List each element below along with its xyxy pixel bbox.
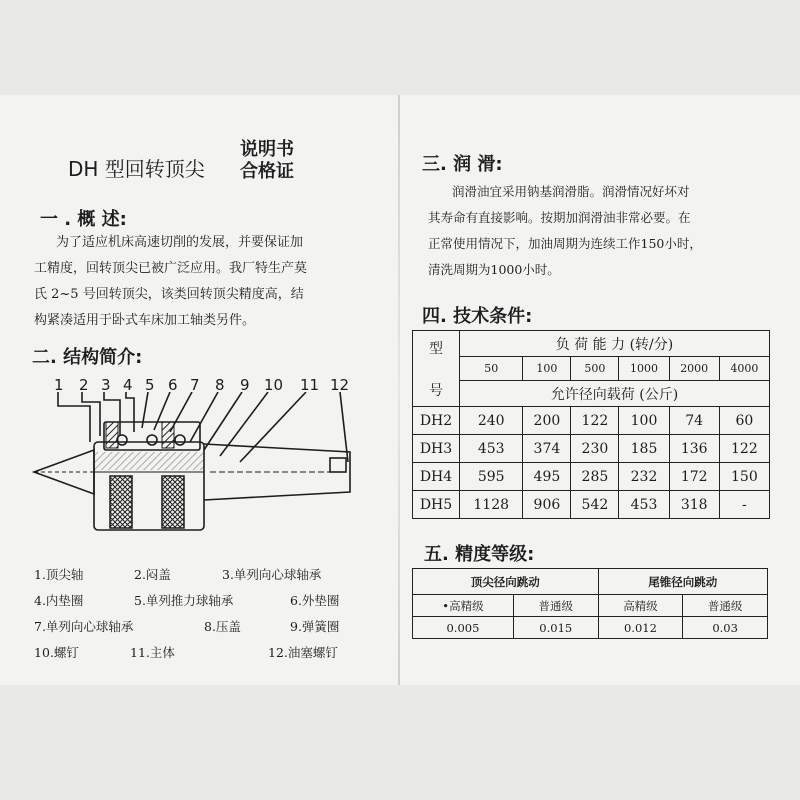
part-label: 2.闷盖 — [134, 567, 171, 582]
part-number: 7 — [190, 376, 200, 394]
value-cell: 495 — [523, 463, 571, 491]
value-cell: 230 — [571, 435, 619, 463]
type-label-bottom: 号 — [429, 382, 443, 399]
part-number: 1 — [54, 376, 64, 394]
grade-cell: 普通级 — [513, 595, 598, 617]
section-structure-heading: 二. 结构简介: — [32, 347, 143, 368]
value-cell: 150 — [719, 463, 769, 491]
section-specs-heading: 四. 技术条件: — [422, 306, 533, 327]
value-cell: 453 — [460, 435, 523, 463]
precision-table — [412, 568, 768, 639]
lubrication-line: 清洗周期为1000小时。 — [428, 262, 560, 277]
part-label: 7.单列向心球轴承 — [34, 619, 134, 634]
page-fold — [398, 95, 400, 685]
value-cell: 136 — [669, 435, 719, 463]
part-number: 4 — [123, 376, 133, 394]
document-title: DH 型回转顶尖 — [68, 157, 205, 181]
section-lubrication-heading: 三. 润 滑: — [422, 154, 503, 175]
value-cell: 906 — [523, 491, 571, 519]
taper-runout-header: 尾锥径向跳动 — [598, 569, 767, 595]
lubrication-line: 其寿命有直接影响。按期加润滑油非常必要。在 — [428, 210, 691, 225]
live-center-drawing — [30, 392, 370, 552]
model-cell: DH3 — [413, 435, 460, 463]
type-label-top: 型 — [429, 340, 443, 357]
section-precision-heading: 五. 精度等级: — [424, 544, 535, 565]
value-cell: 453 — [619, 491, 669, 519]
value-cell: 60 — [719, 407, 769, 435]
section-overview-heading: 一 . 概 述: — [40, 209, 127, 230]
model-cell: DH5 — [413, 491, 460, 519]
overview-line: 为了适应机床高速切削的发展，并要保证加 — [56, 235, 304, 250]
part-label: 3.单列向心球轴承 — [222, 567, 322, 582]
grade-cell: 高精级 — [598, 595, 683, 617]
value-cell: - — [719, 491, 769, 519]
value-cell: 232 — [619, 463, 669, 491]
part-label: 4.内垫圈 — [34, 593, 84, 608]
part-number: 10 — [264, 376, 284, 394]
part-label: 1.顶尖轴 — [34, 567, 84, 582]
part-number: 2 — [79, 376, 89, 394]
value-cell: 1128 — [460, 491, 523, 519]
value-cell: 122 — [571, 407, 619, 435]
part-label: 8.压盖 — [204, 619, 241, 634]
overview-line: 氏 2~5 号回转顶尖，该类回转顶尖精度高，结 — [34, 287, 304, 302]
part-label: 6.外垫圈 — [290, 593, 340, 608]
value-cell: 74 — [669, 407, 719, 435]
title-certificate: 合格证 — [240, 161, 294, 182]
value-cell: 185 — [619, 435, 669, 463]
speed-cell: 1000 — [619, 357, 669, 381]
table-row — [413, 407, 770, 435]
grade-cell: 普通级 — [683, 595, 768, 617]
title-manual: 说明书 — [240, 139, 294, 160]
tolerance-cell: 0.015 — [513, 617, 598, 639]
value-cell: 285 — [571, 463, 619, 491]
part-number: 11 — [300, 376, 320, 394]
value-cell: 542 — [571, 491, 619, 519]
part-number: 5 — [145, 376, 155, 394]
tolerance-cell: 0.005 — [413, 617, 514, 639]
speed-cell: 2000 — [669, 357, 719, 381]
tolerance-cell: 0.03 — [683, 617, 768, 639]
model-cell: DH2 — [413, 407, 460, 435]
overview-line: 构紧凑适用于卧式车床加工轴类另件。 — [34, 313, 256, 328]
lubrication-line: 润滑油宜采用钠基润滑脂。润滑情况好坏对 — [452, 184, 690, 199]
specs-table — [412, 330, 770, 519]
value-cell: 100 — [619, 407, 669, 435]
value-cell: 172 — [669, 463, 719, 491]
part-number: 8 — [215, 376, 225, 394]
value-cell: 374 — [523, 435, 571, 463]
part-label: 10.螺钉 — [34, 645, 79, 660]
part-label: 11.主体 — [130, 645, 175, 660]
overview-line: 工精度，回转顶尖已被广泛应用。我厂特生产莫 — [34, 261, 308, 276]
part-number: 6 — [168, 376, 178, 394]
tolerance-cell: 0.012 — [598, 617, 683, 639]
speed-cell: 100 — [523, 357, 571, 381]
model-cell: DH4 — [413, 463, 460, 491]
value-cell: 318 — [669, 491, 719, 519]
part-label: 12.油塞螺钉 — [268, 645, 338, 660]
value-cell: 200 — [523, 407, 571, 435]
type-header-cell — [413, 331, 460, 407]
value-cell: 595 — [460, 463, 523, 491]
table-row — [413, 435, 770, 463]
table-row — [413, 463, 770, 491]
tip-runout-header: 顶尖径向跳动 — [413, 569, 599, 595]
speed-cell: 50 — [460, 357, 523, 381]
radial-load-header: 允许径向载荷 (公斤) — [460, 381, 770, 407]
value-cell: 240 — [460, 407, 523, 435]
value-cell: 122 — [719, 435, 769, 463]
part-label: 5.单列推力球轴承 — [134, 593, 234, 608]
part-number: 9 — [240, 376, 250, 394]
table-row — [413, 617, 768, 639]
part-number: 12 — [330, 376, 350, 394]
table-row — [413, 491, 770, 519]
load-capacity-header: 负 荷 能 力 (转/分) — [460, 331, 770, 357]
speed-cell: 4000 — [719, 357, 769, 381]
part-number: 3 — [101, 376, 111, 394]
lubrication-line: 正常使用情况下，加油周期为连续工作150小时， — [428, 236, 702, 251]
speed-cell: 500 — [571, 357, 619, 381]
part-label: 9.弹簧圈 — [290, 619, 340, 634]
grade-cell: •高精级 — [413, 595, 514, 617]
